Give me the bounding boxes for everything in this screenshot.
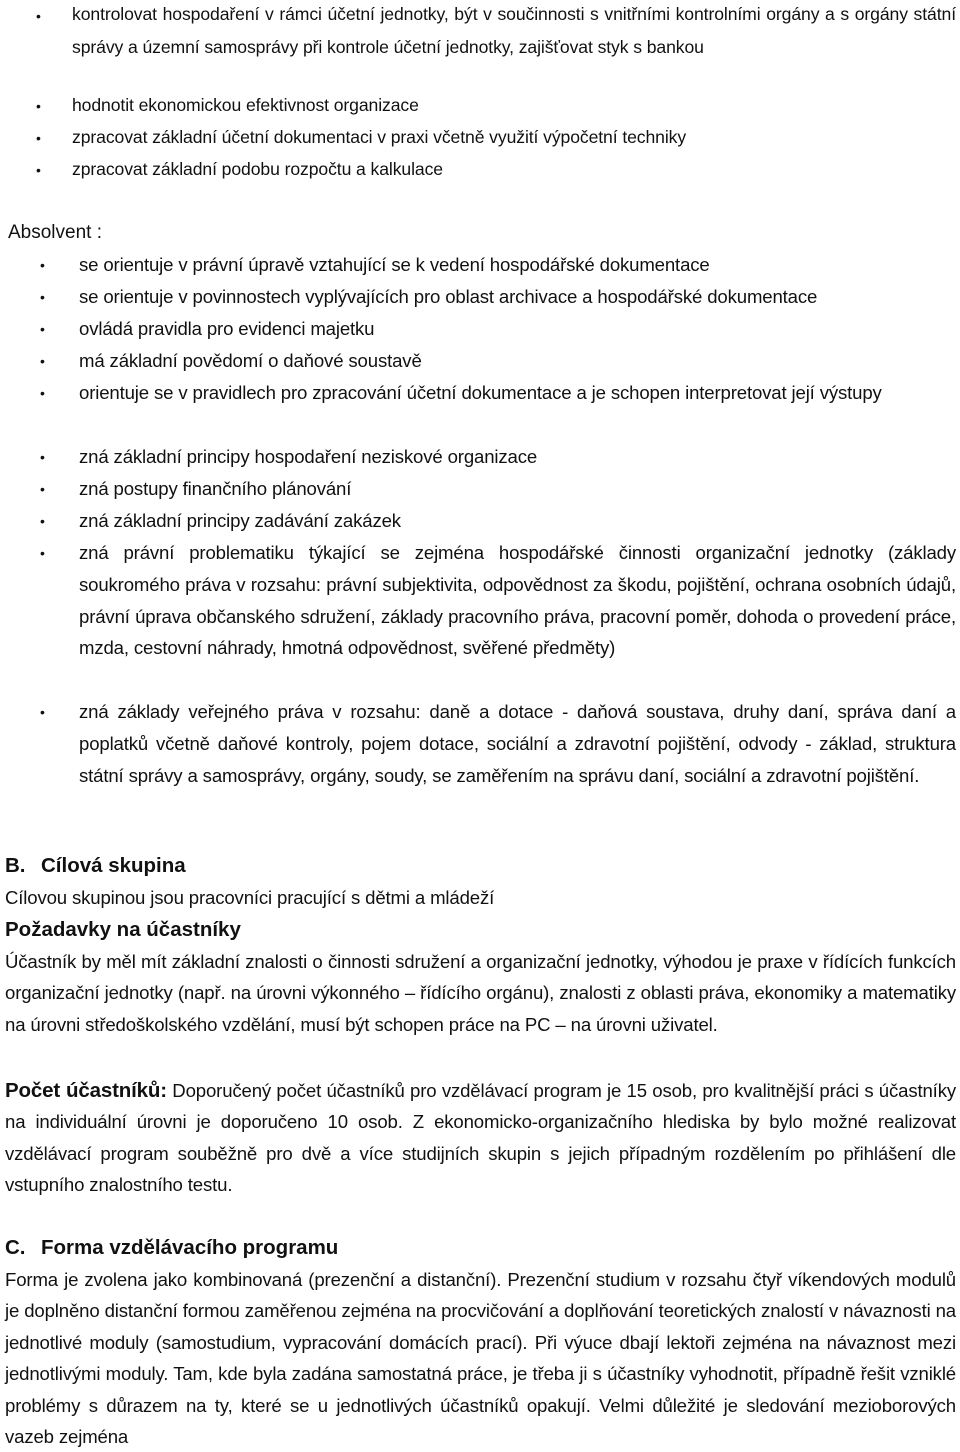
section-text: Forma je zvolena jako kombinovaná (prezenční a distanční). Prezenční studium v rozsahu čtyř víkendových modulů je doplněno distanční formou zaměřenou zejména na procvičování a doplňování teoretických znalostí v návaznosti na jednotlivé moduly (samostudium, vypracování domácích prací). Při výuce dbají lektoři zejména na návaznost mezi jednotlivými moduly. Tam, kde byla zadána samostatná práce, je třeba ji s účastníky vyhodnotit, případně řešit vzniklé problémy s důrazem na ty, které se u jednotlivých účastníků opakují. Velmi důležité je sledování mezioborových vazeb zejména bbox=[5, 1269, 956, 1448]
bullet-icon: • bbox=[36, 162, 41, 178]
bullet-icon: • bbox=[36, 98, 41, 114]
list-item-text: zpracovat základní podobu rozpočtu a kalkulace bbox=[72, 159, 443, 179]
participants-section bbox=[5, 1075, 956, 1201]
list-item-text: zná právní problematiku týkající se zejména hospodářské činnosti organizační jednotky (základy soukromého práva v rozsahu: právní subjektivita, odpovědnost za škodu, pojištění, ochrana osobních údajů, právní úprava občanského sdružení, základy pracovního práva, pracovní poměr, dohoda o provedení práce, mzda, cestovní náhrady, hmotná odpovědnost, svěřené předměty) bbox=[79, 542, 956, 659]
bullet-icon: • bbox=[40, 257, 45, 273]
list-item-text: má základní povědomí o daňové soustavě bbox=[79, 350, 422, 371]
list-item bbox=[0, 537, 960, 664]
section-number: B. bbox=[5, 854, 26, 877]
section-title: Forma vzdělávacího programu bbox=[41, 1236, 339, 1259]
participants-text: Doporučený počet účastníků pro vzdělávací program je 15 osob, pro kvalitnější práci s účastníky na individuální úrovni je doporučeno 10 osob. Z ekonomicko-organizačního hlediska by bylo možné realizovat vzdělávací program souběžně pro dvě a více studijních skupin s jejich případným rozdělením po přihlášení dle vstupního znalostního testu. bbox=[5, 1080, 956, 1196]
bullet-icon: • bbox=[40, 385, 45, 401]
list-item bbox=[0, 0, 960, 63]
list-item-text: zná základní principy zadávání zakázek bbox=[79, 510, 401, 531]
list-item-text: zná postupy finančního plánování bbox=[79, 478, 352, 499]
bullet-icon: • bbox=[36, 8, 41, 24]
bullet-icon: • bbox=[40, 513, 45, 529]
section-number: C. bbox=[5, 1236, 26, 1259]
bullet-icon: • bbox=[40, 321, 45, 337]
list-item-text: zpracovat základní účetní dokumentaci v praxi včetně využití výpočetní techniky bbox=[72, 127, 687, 147]
requirements-text: Účastník by měl mít základní znalosti o činnosti sdružení a organizační jednotky, výhodou je praxe v řídících funkcích organizační jednotky (např. na úrovni výkonného – řídícího orgánu), znalosti z oblasti práva, ekonomiky a matematiky na úrovni středoškolského vzdělání, musí být schopen práce na PC – na úrovni uživatel. bbox=[5, 951, 956, 1035]
requirements-section bbox=[5, 916, 956, 1040]
list-item bbox=[0, 313, 960, 345]
list-item bbox=[0, 89, 960, 122]
section-c bbox=[5, 1234, 956, 1452]
list-item-text: ovládá pravidla pro evidenci majetku bbox=[79, 318, 375, 339]
bullet-icon: • bbox=[36, 130, 41, 146]
bullet-icon: • bbox=[40, 289, 45, 305]
bullet-icon: • bbox=[40, 545, 45, 561]
list-item bbox=[0, 441, 960, 473]
bullet-icon: • bbox=[40, 481, 45, 497]
bullet-icon: • bbox=[40, 449, 45, 465]
list-item-text: zná základy veřejného práva v rozsahu: daně a dotace - daňová soustava, druhy daní, správa daní a poplatků včetně daňové kontroly, pojem dotace, sociální a zdravotní pojištění, odvody - základ, struktura státní správy a samosprávy, orgány, soudy, se zaměřením na správu daní, sociální a zdravotní pojištění. bbox=[79, 701, 956, 786]
section-title: Cílová skupina bbox=[41, 854, 186, 877]
section-heading bbox=[5, 1234, 956, 1262]
list-item bbox=[0, 121, 960, 154]
list-item bbox=[0, 473, 960, 505]
list-item bbox=[0, 153, 960, 186]
list-item-text: se orientuje v právní úpravě vztahující se k vedení hospodářské dokumentace bbox=[79, 254, 710, 275]
list-item-text: hodnotit ekonomickou efektivnost organizace bbox=[72, 95, 419, 115]
list-item bbox=[0, 696, 960, 791]
participants-label: Počet účastníků: bbox=[5, 1079, 167, 1102]
requirements-heading: Požadavky na účastníky bbox=[5, 918, 241, 941]
participants-paragraph bbox=[5, 1075, 956, 1201]
list-item-text: zná základní principy hospodaření neziskové organizace bbox=[79, 446, 538, 467]
section-b bbox=[5, 852, 956, 913]
absolvent-label: Absolvent : bbox=[8, 222, 102, 243]
list-item-text: kontrolovat hospodaření v rámci účetní jednotky, být v součinnosti s vnitřními kontrolními orgány a s orgány státní správy a územní samosprávy při kontrole účetní jednotky, zajišťovat styk s bankou bbox=[72, 4, 956, 57]
section-heading bbox=[5, 852, 956, 880]
list-item bbox=[0, 505, 960, 537]
list-item bbox=[0, 249, 960, 281]
bullet-icon: • bbox=[40, 704, 45, 720]
bullet-icon: • bbox=[40, 353, 45, 369]
section-text: Cílovou skupinou jsou pracovníci pracující s dětmi a mládeží bbox=[5, 887, 495, 908]
list-item bbox=[0, 345, 960, 377]
list-item bbox=[0, 281, 960, 313]
list-item-text: se orientuje v povinnostech vyplývajících pro oblast archivace a hospodářské dokumentace bbox=[79, 286, 818, 307]
list-item-text: orientuje se v pravidlech pro zpracování účetní dokumentace a je schopen interpretovat její výstupy bbox=[79, 382, 882, 403]
list-item bbox=[0, 377, 960, 409]
